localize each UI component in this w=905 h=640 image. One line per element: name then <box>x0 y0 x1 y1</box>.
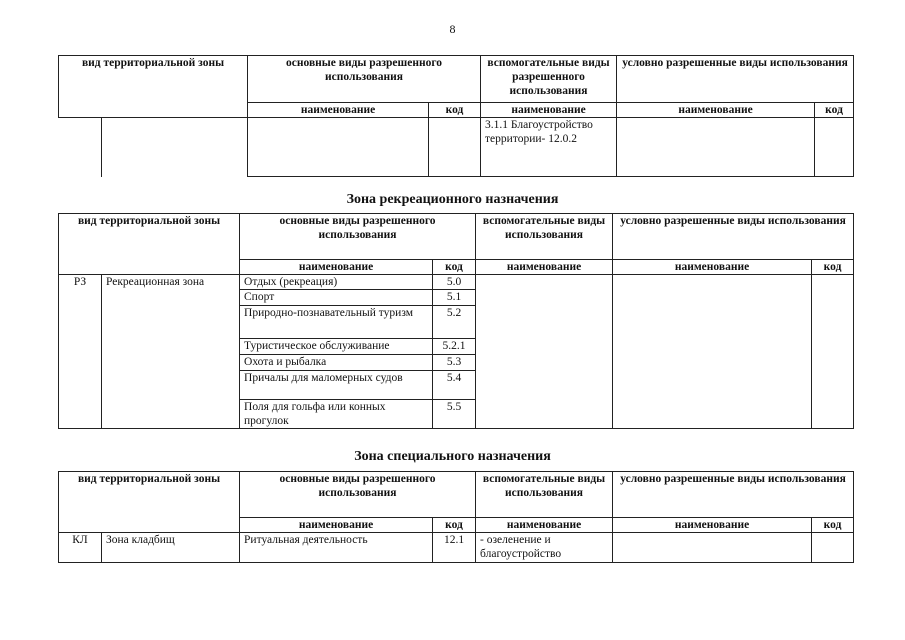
header-name: наименование <box>248 103 429 118</box>
use-code: 5.4 <box>433 371 476 400</box>
table-recreation-zone <box>58 213 854 429</box>
header-code: код <box>812 518 854 533</box>
header-code: код <box>429 103 481 118</box>
section-title-recreation: Зона рекреационного назначения <box>346 192 559 207</box>
header-zone-type: вид территориальной зоны <box>59 472 240 533</box>
header-conditional-uses: условно разрешенные виды использования <box>613 214 854 260</box>
header-main-uses: основные виды разрешенного использования <box>240 472 476 518</box>
use-name: Спорт <box>240 290 433 306</box>
header-name: наименование <box>240 260 433 275</box>
header-name: наименование <box>481 103 617 118</box>
use-code: 12.1 <box>433 533 476 563</box>
table-special-zone <box>58 471 854 563</box>
header-name: наименование <box>613 518 812 533</box>
zone-code: КЛ <box>59 533 102 563</box>
header-code: код <box>433 518 476 533</box>
use-name: Туристическое обслуживание <box>240 339 433 355</box>
use-code: 5.2 <box>433 306 476 339</box>
use-name: Охота и рыбалка <box>240 355 433 371</box>
use-name: Причалы для маломерных судов <box>240 371 433 400</box>
header-name: наименование <box>613 260 812 275</box>
header-code: код <box>815 103 854 118</box>
aux-use-cell: 3.1.1 Благоустройство территории- 12.0.2 <box>481 118 617 177</box>
zone-name: Рекреационная зона <box>102 275 240 429</box>
header-conditional-uses: условно разрешенные виды использования <box>613 472 854 518</box>
use-name: Природно-познавательный туризм <box>240 306 433 339</box>
header-conditional-uses: условно разрешенные виды использования <box>617 56 854 103</box>
use-code: 5.5 <box>433 400 476 429</box>
header-code: код <box>433 260 476 275</box>
header-zone-type: вид территориальной зоны <box>59 214 240 275</box>
header-aux-uses: вспомогательные виды разрешенного использования <box>481 56 617 103</box>
header-name: наименование <box>476 260 613 275</box>
header-main-uses: основные виды разрешенного использования <box>240 214 476 260</box>
use-name: Отдых (рекреация) <box>240 275 433 290</box>
section-title-special: Зона специального назначения <box>354 449 551 464</box>
header-zone-type: вид территориальной зоны <box>59 56 248 118</box>
zone-code: РЗ <box>59 275 102 429</box>
page-number: 8 <box>449 22 456 36</box>
table-continuation <box>58 55 854 177</box>
header-code: код <box>812 260 854 275</box>
aux-use-cell: - озеленение и благоустройство <box>476 533 613 563</box>
use-code: 5.0 <box>433 275 476 290</box>
header-aux-uses: вспомогательные виды использования <box>476 214 613 260</box>
use-code: 5.3 <box>433 355 476 371</box>
header-aux-uses: вспомогательные виды использования <box>476 472 613 518</box>
use-name: Ритуальная деятельность <box>240 533 433 563</box>
header-name: наименование <box>476 518 613 533</box>
header-main-uses: основные виды разрешенного использования <box>248 56 481 103</box>
header-name: наименование <box>240 518 433 533</box>
zone-name: Зона кладбищ <box>102 533 240 563</box>
use-name: Поля для гольфа или конных прогулок <box>240 400 433 429</box>
header-name: наименование <box>617 103 815 118</box>
use-code: 5.1 <box>433 290 476 306</box>
use-code: 5.2.1 <box>433 339 476 355</box>
